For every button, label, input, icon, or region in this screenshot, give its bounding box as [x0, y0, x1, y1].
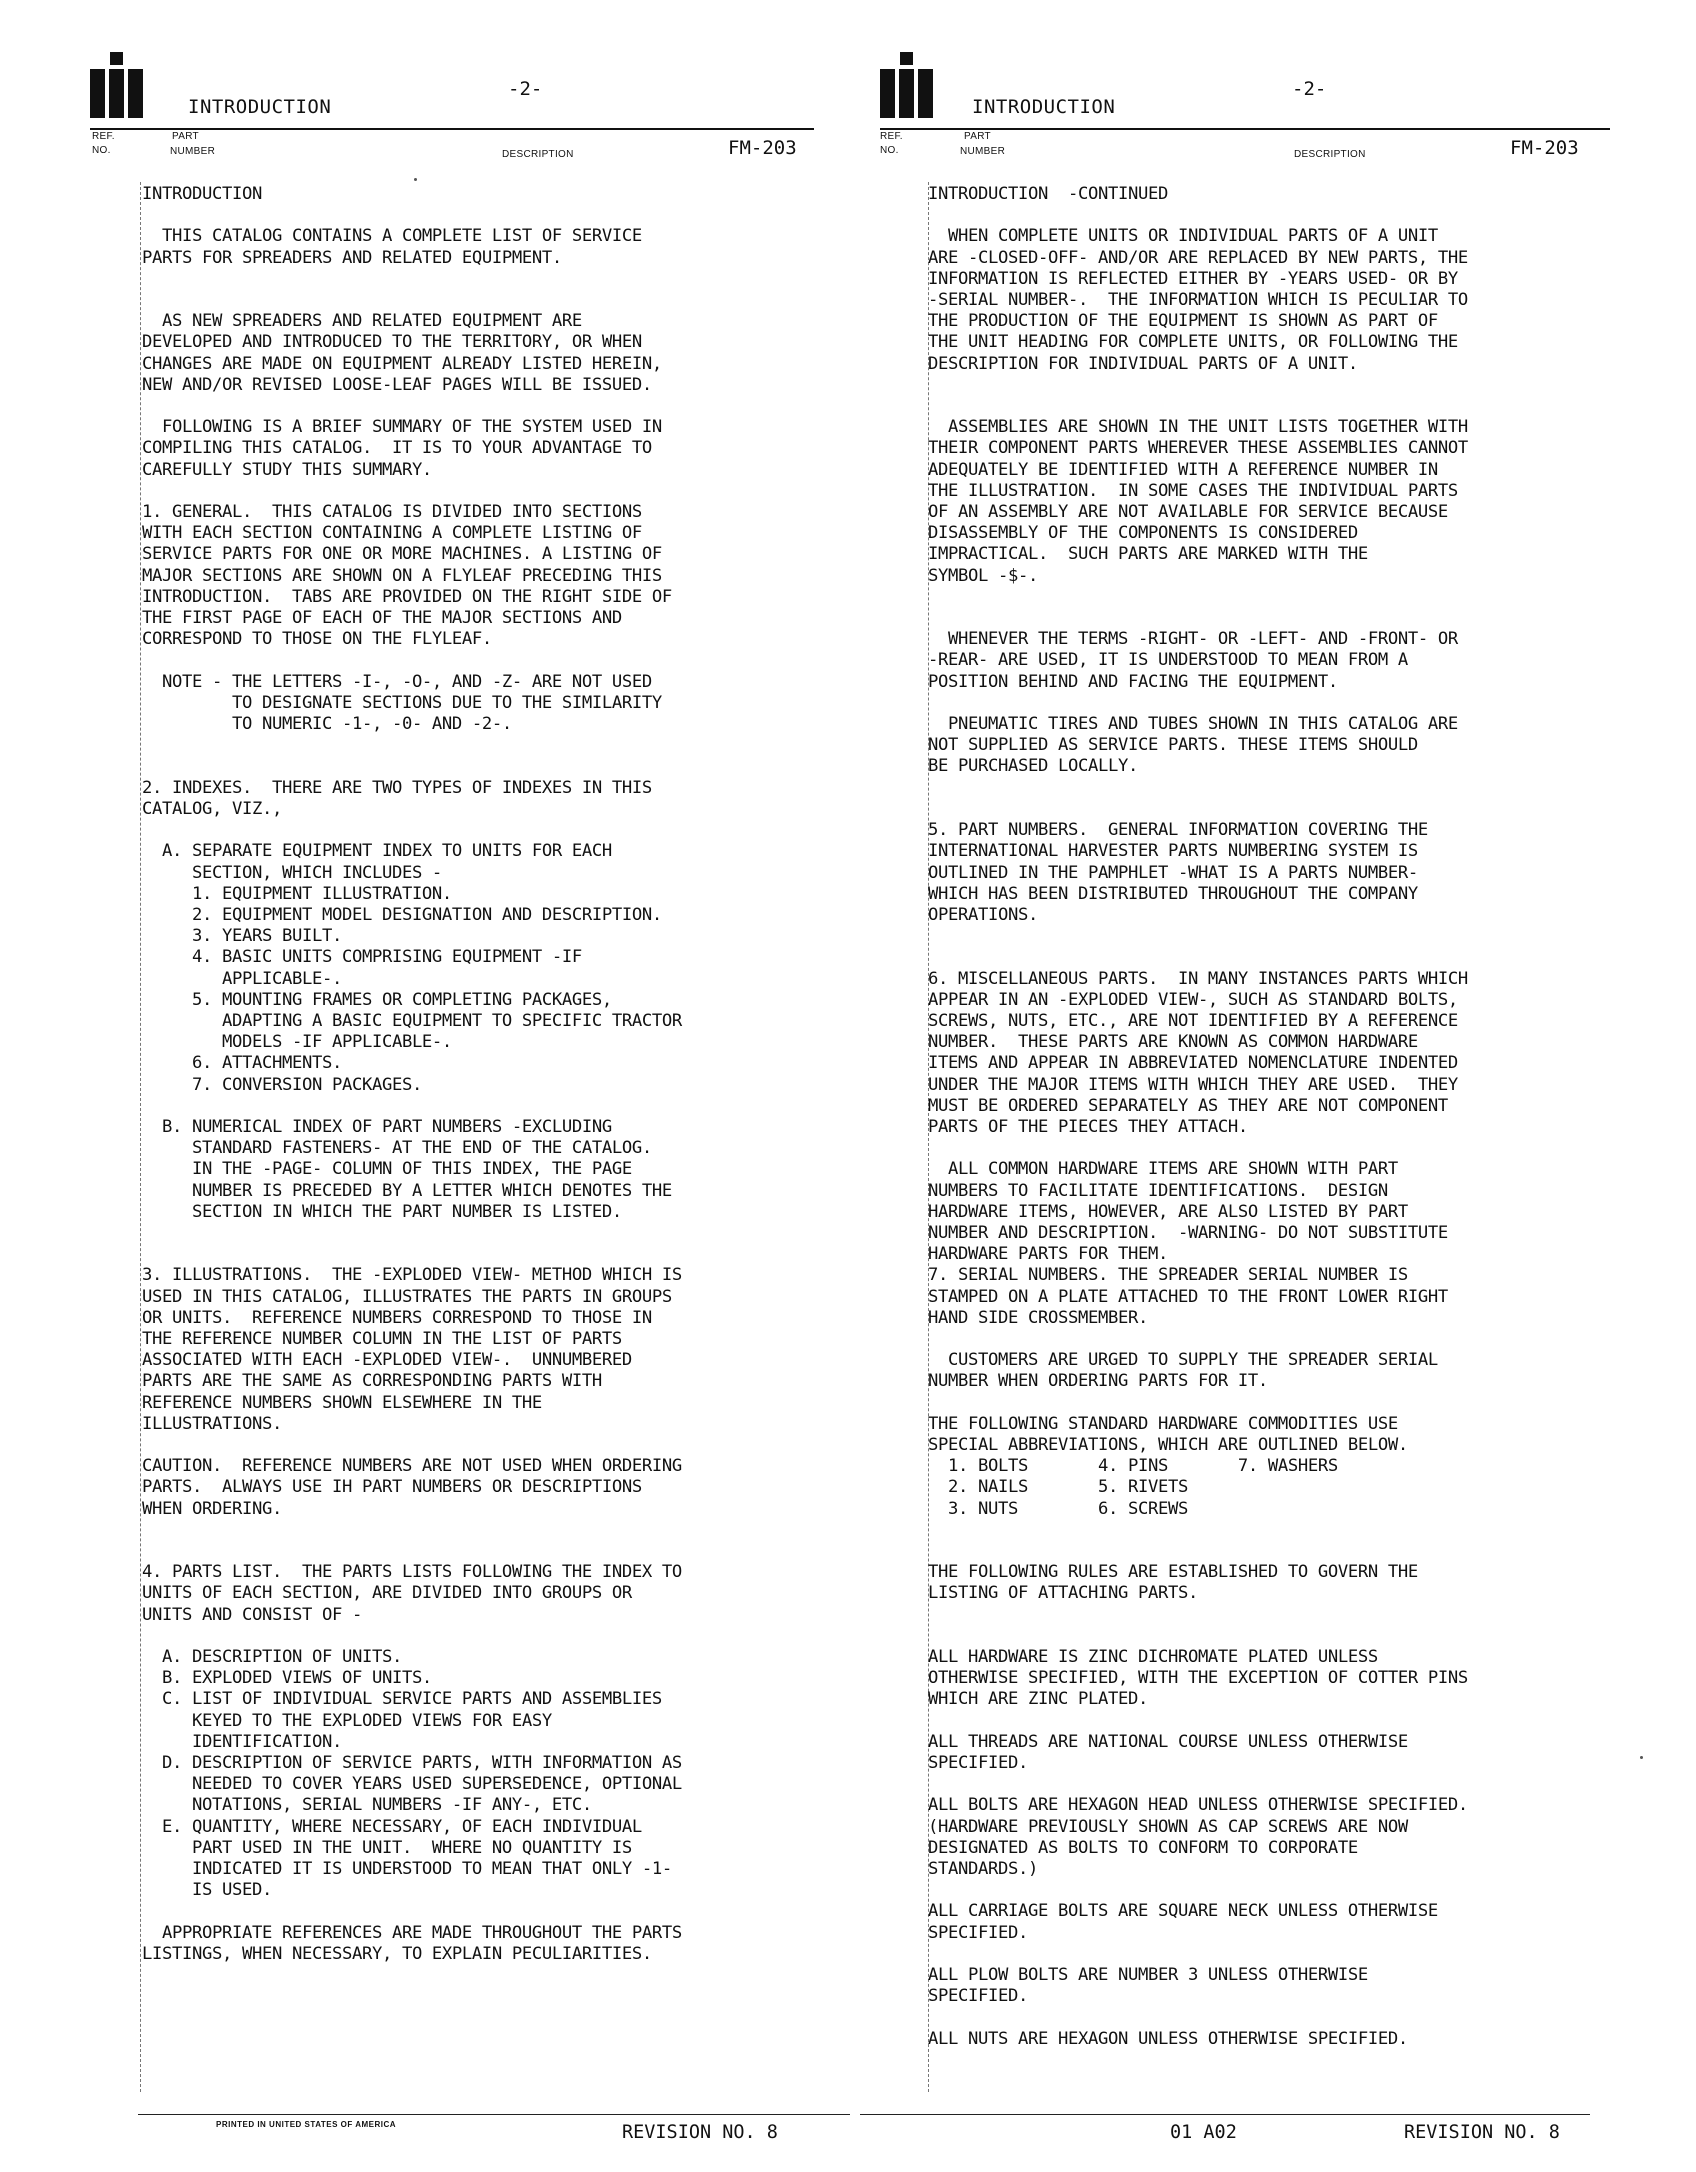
- col-part-label: PART: [964, 131, 991, 142]
- body-text: INTRODUCTION -CONTINUED WHEN COMPLETE UNITS OR INDIVIDUAL PARTS OF A UNIT ARE -CLOSED-OFF- AND/OR ARE REPLACED BY NEW PARTS, THE INFORMATION IS REFLECTED EITHER BY -YEARS USED- OR BY -SERIAL NUMBER-. THE INFORMATION WHICH IS PECULIAR TO THE PRODUCTION OF THE EQUIPMENT IS SHOWN AS PART OF THE UNIT HEADING FOR COMPLETE UNITS, OR FOLLOWING THE DESCRIPTION FOR INDIVIDUAL PARTS OF A UNIT. ASSEMBLIES ARE SHOWN IN THE UNIT LISTS TOGETHER WITH THEIR COMPONENT PARTS WHEREVER THESE ASSEMBLIES CANNOT ADEQUATELY BE IDENTIFIED WITH A REFERENCE NUMBER IN THE ILLUSTRATION. IN SOME CASES THE INDIVIDUAL PARTS OF AN ASSEMBLY ARE NOT AVAILABLE FOR SERVICE BECAUSE DISASSEMBLY OF THE COMPONENTS IS CONSIDERED IMPRACTICAL. SUCH PARTS ARE MARKED WITH THE SYMBOL -$-. WHENEVER THE TERMS -RIGHT- OR -LEFT- AND -FRONT- OR -REAR- ARE USED, IT IS UNDERSTOOD TO MEAN FROM A POSITION BEHIND AND FACING THE EQUIPMENT. PNEUMATIC TIRES AND TUBES SHOWN IN THIS CATALOG ARE NOT SUPPLIED AS SERVICE PARTS. THESE ITEMS SHOULD BE PURCHASED LOCALLY. 5. PART NUMBERS. GENERAL INFORMATION COVERING THE INTERNATIONAL HARVESTER PARTS NUMBERING SYSTEM IS OUTLINED IN THE PAMPHLET -WHAT IS A PARTS NUMBER- WHICH HAS BEEN DISTRIBUTED THROUGHOUT THE COMPANY OPERATIONS. 6. MISCELLANEOUS PARTS. IN MANY INSTANCES PARTS WHICH APPEAR IN AN -EXPLODED VIEW-, SUCH AS STANDARD BOLTS, SCREWS, NUTS, ETC., ARE NOT IDENTIFIED BY A REFERENCE NUMBER. THESE PARTS ARE KNOWN AS COMMON HARDWARE ITEMS AND APPEAR IN ABBREVIATED NOMENCLATURE INDENTED UNDER THE MAJOR ITEMS WITH WHICH THEY ARE USED. THEY MUST BE ORDERED SEPARATELY AS THEY ARE NOT COMPONENT PARTS OF THE PIECES THEY ATTACH. ALL COMMON HARDWARE ITEMS ARE SHOWN WITH PART NUMBERS TO FACILITATE IDENTIFICATIONS. DESIGN HARDWARE ITEMS, HOWEVER, ARE ALSO LISTED BY PART NUMBER AND DESCRIPTION. -WARNING- DO NOT SUBSTITUTE HARDWARE PARTS FOR THEM. 7. SERIAL NUMBERS. THE SPREADER SERIAL NUMBER IS STAMPED ON A PLATE ATTACHED TO THE FRONT LOWER RIGHT HAND SIDE CROSSMEMBER. CUSTOMERS ARE URGED TO SUPPLY THE SPREADER SERIAL NUMBER WHEN ORDERING PARTS FOR IT. THE FOLLOWING STANDARD HARDWARE COMMODITIES USE SPECIAL ABBREVIATIONS, WHICH ARE OUTLINED BELOW. 1. BOLTS 4. PINS 7. WASHERS 2. NAILS 5. RIVETS 3. NUTS 6. SCREWS THE FOLLOWING RULES ARE ESTABLISHED TO GOVERN THE LISTING OF ATTACHING PARTS. ALL HARDWARE IS ZINC DICHROMATE PLATED UNLESS OTHERWISE SPECIFIED, WITH THE EXCEPTION OF COTTER PINS WHICH ARE ZINC PLATED. ALL THREADS ARE NATIONAL COURSE UNLESS OTHERWISE SPECIFIED. ALL BOLTS ARE HEXAGON HEAD UNLESS OTHERWISE SPECIFIED. (HARDWARE PREVIOUSLY SHOWN AS CAP SCREWS ARE NOW DESIGNATED AS BOLTS TO CONFORM TO CORPORATE STANDARDS.) ALL CARRIAGE BOLTS ARE SQUARE NECK UNLESS OTHERWISE SPECIFIED. ALL PLOW BOLTS ARE NUMBER 3 UNLESS OTHERWISE SPECIFIED. ALL NUTS ARE HEXAGON UNLESS OTHERWISE SPECIFIED.: [928, 184, 1468, 2049]
- ih-logo-icon: [880, 52, 934, 118]
- col-ref-label: REF.: [92, 131, 115, 142]
- form-number: FM-203: [728, 137, 797, 159]
- col-part-number-label: NUMBER: [170, 146, 216, 157]
- right-page: [860, 0, 1696, 2172]
- form-number: FM-203: [1510, 137, 1579, 159]
- header-rule: [880, 128, 1610, 130]
- col-description-label: DESCRIPTION: [1294, 149, 1366, 160]
- page-number: -2-: [1292, 78, 1327, 100]
- margin-dashed-rule: [140, 182, 141, 2092]
- footer-rule: [138, 2114, 850, 2115]
- col-ref-label-no: NO.: [880, 145, 899, 156]
- section-title: INTRODUCTION: [188, 96, 332, 118]
- ih-logo-icon: [90, 52, 144, 118]
- scan-speck: [1640, 1756, 1643, 1759]
- body-text: INTRODUCTION THIS CATALOG CONTAINS A COMPLETE LIST OF SERVICE PARTS FOR SPREADERS AND RELATED EQUIPMENT. AS NEW SPREADERS AND RELATED EQUIPMENT ARE DEVELOPED AND INTRODUCED TO THE TERRITORY, OR WHEN CHANGES ARE MADE ON EQUIPMENT ALREADY LISTED HEREIN, NEW AND/OR REVISED LOOSE-LEAF PAGES WILL BE ISSUED. FOLLOWING IS A BRIEF SUMMARY OF THE SYSTEM USED IN COMPILING THIS CATALOG. IT IS TO YOUR ADVANTAGE TO CAREFULLY STUDY THIS SUMMARY. 1. GENERAL. THIS CATALOG IS DIVIDED INTO SECTIONS WITH EACH SECTION CONTAINING A COMPLETE LISTING OF SERVICE PARTS FOR ONE OR MORE MACHINES. A LISTING OF MAJOR SECTIONS ARE SHOWN ON A FLYLEAF PRECEDING THIS INTRODUCTION. TABS ARE PROVIDED ON THE RIGHT SIDE OF THE FIRST PAGE OF EACH OF THE MAJOR SECTIONS AND CORRESPOND TO THOSE ON THE FLYLEAF. NOTE - THE LETTERS -I-, -O-, AND -Z- ARE NOT USED TO DESIGNATE SECTIONS DUE TO THE SIMILARITY TO NUMERIC -1-, -0- AND -2-. 2. INDEXES. THERE ARE TWO TYPES OF INDEXES IN THIS CATALOG, VIZ., A. SEPARATE EQUIPMENT INDEX TO UNITS FOR EACH SECTION, WHICH INCLUDES - 1. EQUIPMENT ILLUSTRATION. 2. EQUIPMENT MODEL DESIGNATION AND DESCRIPTION. 3. YEARS BUILT. 4. BASIC UNITS COMPRISING EQUIPMENT -IF APPLICABLE-. 5. MOUNTING FRAMES OR COMPLETING PACKAGES, ADAPTING A BASIC EQUIPMENT TO SPECIFIC TRACTOR MODELS -IF APPLICABLE-. 6. ATTACHMENTS. 7. CONVERSION PACKAGES. B. NUMERICAL INDEX OF PART NUMBERS -EXCLUDING STANDARD FASTENERS- AT THE END OF THE CATALOG. IN THE -PAGE- COLUMN OF THIS INDEX, THE PAGE NUMBER IS PRECEDED BY A LETTER WHICH DENOTES THE SECTION IN WHICH THE PART NUMBER IS LISTED. 3. ILLUSTRATIONS. THE -EXPLODED VIEW- METHOD WHICH IS USED IN THIS CATALOG, ILLUSTRATES THE PARTS IN GROUPS OR UNITS. REFERENCE NUMBERS CORRESPOND TO THOSE IN THE REFERENCE NUMBER COLUMN IN THE LIST OF PARTS ASSOCIATED WITH EACH -EXPLODED VIEW-. UNNUMBERED PARTS ARE THE SAME AS CORRESPONDING PARTS WITH REFERENCE NUMBERS SHOWN ELSEWHERE IN THE ILLUSTRATIONS. CAUTION. REFERENCE NUMBERS ARE NOT USED WHEN ORDERING PARTS. ALWAYS USE IH PART NUMBERS OR DESCRIPTIONS WHEN ORDERING. 4. PARTS LIST. THE PARTS LISTS FOLLOWING THE INDEX TO UNITS OF EACH SECTION, ARE DIVIDED INTO GROUPS OR UNITS AND CONSIST OF - A. DESCRIPTION OF UNITS. B. EXPLODED VIEWS OF UNITS. C. LIST OF INDIVIDUAL SERVICE PARTS AND ASSEMBLIES KEYED TO THE EXPLODED VIEWS FOR EASY IDENTIFICATION. D. DESCRIPTION OF SERVICE PARTS, WITH INFORMATION AS NEEDED TO COVER YEARS USED SUPERSEDENCE, OPTIONAL NOTATIONS, SERIAL NUMBERS -IF ANY-, ETC. E. QUANTITY, WHERE NECESSARY, OF EACH INDIVIDUAL PART USED IN THE UNIT. WHERE NO QUANTITY IS INDICATED IT IS UNDERSTOOD TO MEAN THAT ONLY -1- IS USED. APPROPRIATE REFERENCES ARE MADE THROUGHOUT THE PARTS LISTINGS, WHEN NECESSARY, TO EXPLAIN PECULIARITIES.: [142, 184, 682, 1964]
- col-part-number-label: NUMBER: [960, 146, 1006, 157]
- col-ref-label-no: NO.: [92, 145, 111, 156]
- col-description-label: DESCRIPTION: [502, 149, 574, 160]
- revision-number: REVISION NO. 8: [622, 2122, 778, 2143]
- section-title: INTRODUCTION: [972, 96, 1116, 118]
- header-rule: [90, 128, 814, 130]
- scan-speck: [414, 178, 417, 181]
- revision-number: REVISION NO. 8: [1404, 2122, 1560, 2143]
- footer-rule: [860, 2114, 1590, 2115]
- page-number: -2-: [508, 78, 543, 100]
- col-part-label: PART: [172, 131, 199, 142]
- printed-in-usa-label: PRINTED IN UNITED STATES OF AMERICA: [216, 2120, 397, 2129]
- footer-code: 01 A02: [1170, 2122, 1237, 2143]
- col-ref-label: REF.: [880, 131, 903, 142]
